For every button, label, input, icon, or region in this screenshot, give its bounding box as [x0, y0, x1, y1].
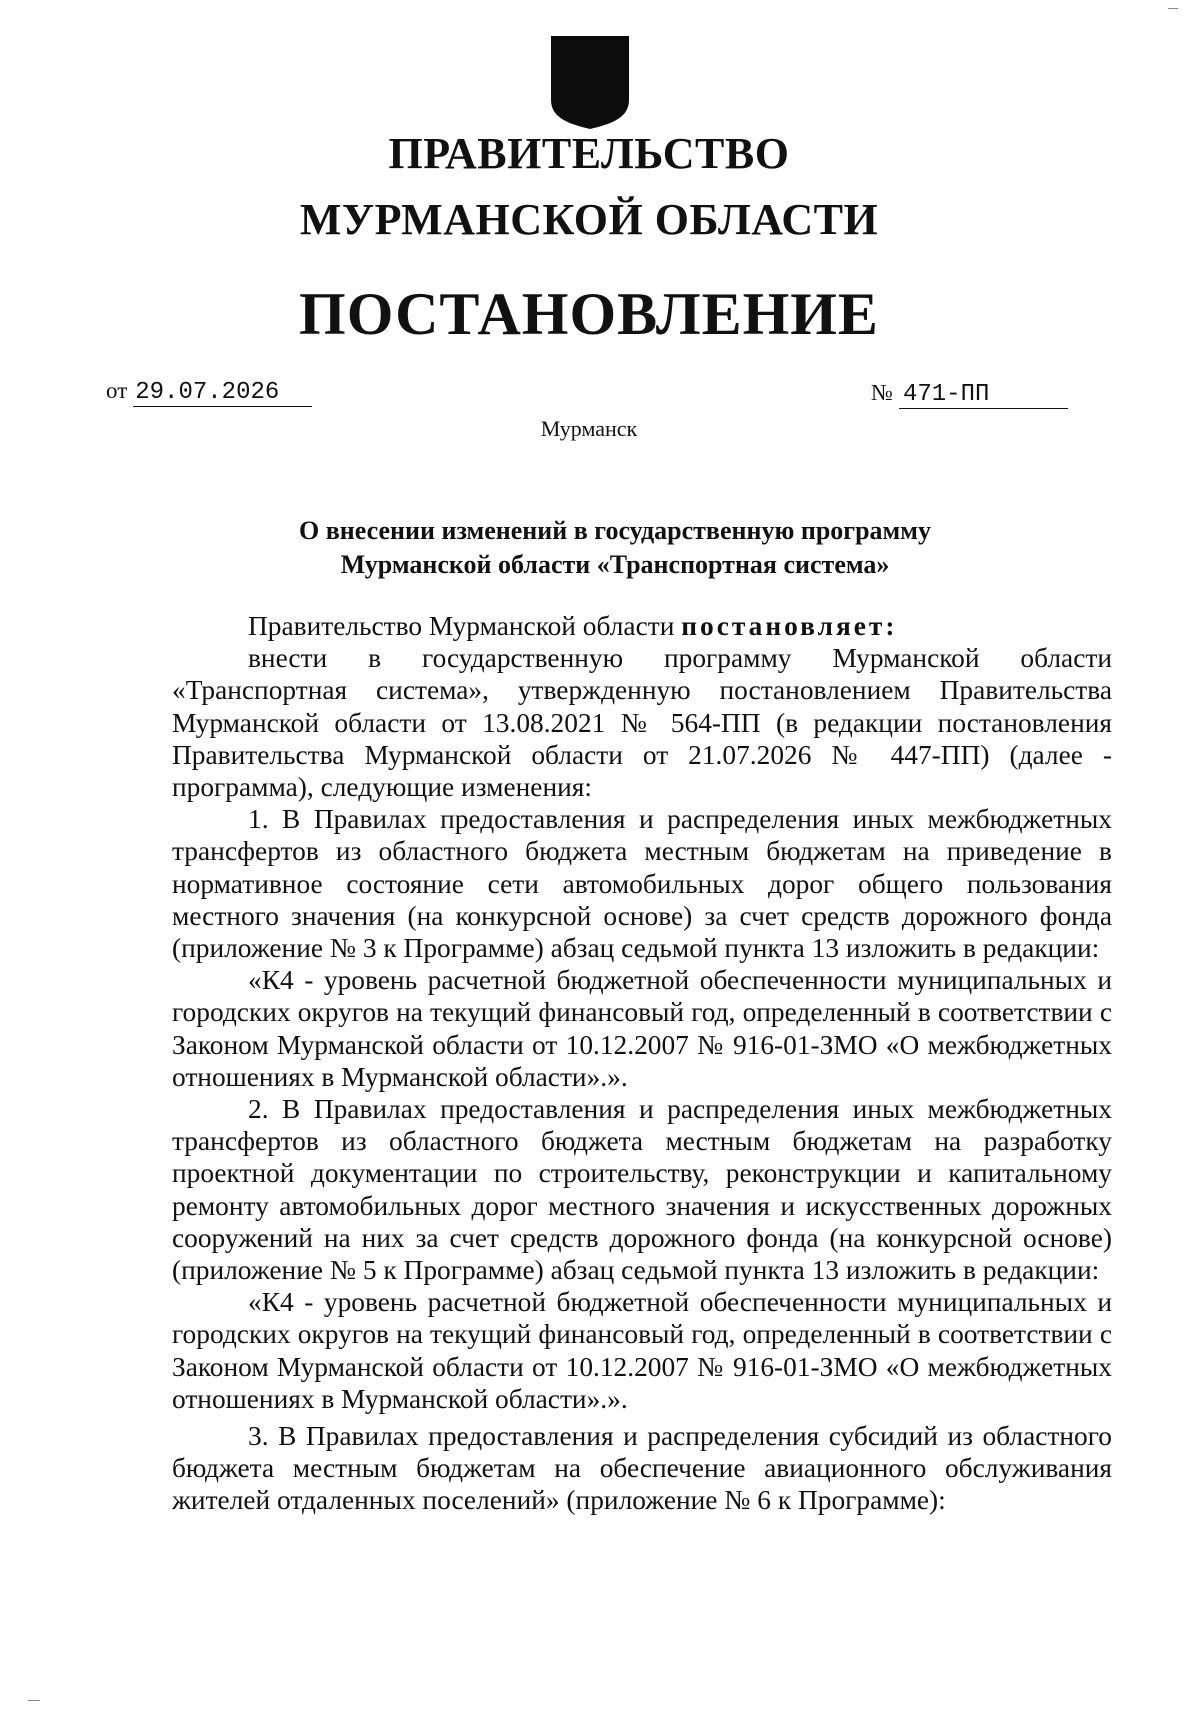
document-body	[172, 610, 1112, 1517]
number-prefix: №	[871, 380, 893, 405]
date-prefix: от	[106, 378, 128, 403]
item-2-quote: «К4 - уровень расчетной бюджетной обеспеченности муниципальных и городских округов на текущий финансовый год, определенный в соответствии с Законом Мурманской области от 10.12.2007 № 916-01-ЗМО «О межбюджетных отношениях в Мурманской области».».	[172, 1287, 1112, 1414]
scan-mark-bottom-left	[28, 1700, 40, 1701]
city-name: Мурманск	[540, 416, 638, 441]
government-title-line1: ПРАВИТЕЛЬСТВО	[388, 129, 790, 178]
subject-line2: Мурманской области «Транспортная система»	[340, 550, 890, 579]
number-value: 471-ПП	[899, 382, 1068, 409]
subject-line1: О внесении изменений в государственную программу	[299, 516, 931, 545]
item-1: 1. В Правилах предоставления и распределения иных межбюджетных трансфертов из областного бюджета местным бюджетам на приведение в нормативное состояние сети автомобильных дорог общего пользования местного значения (на конкурсной основе) за счет средств дорожного фонда (приложение № 3 к Программе) абзац седьмой пункта 13 изложить в редакции:	[172, 804, 1112, 964]
coat-of-arms-icon	[549, 34, 631, 130]
date-value: 29.07.2026	[133, 380, 312, 407]
document-number	[871, 380, 1068, 409]
item-2: 2. В Правилах предоставления и распределения иных межбюджетных трансфертов из областного бюджета местным бюджетам на разработку проектной документации по строительству, реконструкции и капитальному ремонту автомобильных дорог местного значения и искусственных дорожных сооружений на них за счет средств дорожного фонда (на конкурсной основе) (приложение № 5 к Программе) абзац седьмой пункта 13 изложить в редакции:	[172, 1094, 1112, 1286]
preamble-verb: постановляет:	[681, 611, 898, 641]
document-subject	[170, 514, 1060, 582]
scan-mark-top-right	[1168, 8, 1178, 9]
document-date	[106, 378, 312, 407]
government-title-line2: МУРМАНСКОЙ ОБЛАСТИ	[299, 195, 879, 244]
intro-paragraph: внести в государственную программу Мурманской области «Транспортная система», утвержденную постановлением Правительства Мурманской области от 13.08.2021 № 564-ПП (в редакции постановления Правительства Мурманской области от 21.07.2026 № 447-ПП) (далее - программа), следующие изменения:	[172, 643, 1112, 803]
item-3: 3. В Правилах предоставления и распределения субсидий из областного бюджета местным бюджетам на обеспечение авиационного обслуживания жителей отдаленных поселений» (приложение № 6 к Программе):	[172, 1421, 1112, 1516]
preamble-lead: Правительство Мурманской области	[248, 611, 675, 641]
preamble	[172, 610, 1112, 642]
item-1-quote: «К4 - уровень расчетной бюджетной обеспеченности муниципальных и городских округов на текущий финансовый год, определенный в соответствии с Законом Мурманской области от 10.12.2007 № 916-01-ЗМО «О межбюджетных отношениях в Мурманской области».».	[172, 965, 1112, 1092]
document-type-title: ПОСТАНОВЛЕНИЕ	[299, 281, 879, 347]
